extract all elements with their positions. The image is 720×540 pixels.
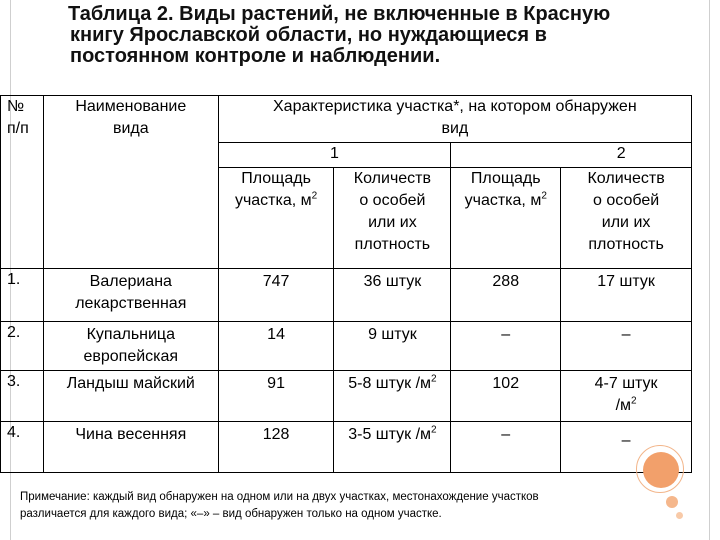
header-name [43, 96, 218, 269]
row-count-2: 17 штук [561, 269, 692, 322]
row-area-1: 747 [218, 269, 334, 322]
header-area-2-line1: Площадь [470, 170, 541, 187]
table-footnote [20, 489, 670, 523]
table-row [1, 371, 692, 422]
row-name-line1: Валериана [89, 273, 172, 290]
header-char-line2: вид [441, 120, 469, 137]
row-num: 2. [1, 322, 44, 371]
row-area-2: – [451, 322, 561, 371]
row-count-2: – [561, 322, 692, 371]
header-count-2-line3: или их [601, 214, 651, 231]
row-count-2-line1: 4-7 штук [594, 375, 658, 392]
header-name-line2: вида [112, 120, 149, 137]
header-characteristic [218, 96, 691, 143]
header-row-1 [1, 96, 692, 143]
header-count-2-line1: Количеств [587, 170, 665, 187]
header-count-2-line2: о особей [593, 192, 660, 209]
table-title [68, 4, 708, 67]
row-area-1: 14 [218, 322, 334, 371]
header-count-1-line3: или их [368, 214, 417, 231]
header-num [1, 96, 44, 269]
row-num: 3. [1, 371, 44, 422]
row-count-1-sup: 2 [431, 373, 437, 385]
row-name [43, 269, 218, 322]
row-num: 1. [1, 269, 44, 322]
title-line-3: постоянном контроле и наблюдении. [70, 45, 441, 67]
title-label: Таблица 2. [68, 3, 174, 25]
header-area-1 [218, 168, 334, 269]
row-area-1: 128 [218, 422, 334, 473]
row-area-2: 288 [451, 269, 561, 322]
decorative-dot-small [676, 512, 683, 519]
header-count-1-line4: плотность [354, 236, 431, 253]
title-line-2: книгу Ярославской области, но нуждающиеся в [70, 24, 547, 46]
decorative-circle [643, 452, 679, 488]
header-name-line1: Наименование [75, 98, 187, 115]
row-name: Ландыш майский [43, 371, 218, 422]
row-name-line2: лекарственная [75, 295, 187, 312]
header-area-1-sup: 2 [311, 190, 318, 202]
row-count-1-text: 3-5 штук /м [348, 426, 432, 443]
header-count-1-line1: Количеств [353, 170, 431, 187]
header-area-1-line2: участка, м [234, 192, 312, 209]
header-count-2-line4: плотность [588, 236, 664, 253]
header-site-1: 1 [218, 143, 451, 168]
header-area-1-line1: Площадь [241, 170, 311, 187]
row-name [43, 322, 218, 371]
header-num-line1: № [7, 98, 25, 115]
row-area-1: 91 [218, 371, 334, 422]
row-num: 4. [1, 422, 44, 473]
header-area-2-line2: участка, м [464, 192, 542, 209]
header-char-line1: Характеристика участка*, на котором обнаружен [273, 98, 637, 115]
row-count-1 [334, 422, 451, 473]
footnote-line-2: различается для каждого вида; «–» – вид обнаружен только на одном участке. [20, 508, 442, 520]
table-row [1, 322, 692, 371]
table-row [1, 269, 692, 322]
row-count-1-text: 5-8 штук /м [348, 375, 432, 392]
header-count-2 [561, 168, 692, 269]
header-area-2 [451, 168, 561, 269]
header-count-1 [334, 168, 451, 269]
header-site-2: 2 [451, 143, 692, 168]
title-line-1: Виды растений, не включенные в Красную [179, 3, 611, 25]
header-num-line2: п/п [7, 120, 29, 137]
row-count-1: 36 штук [334, 269, 451, 322]
header-count-1-line2: о особей [359, 192, 426, 209]
row-count-2: – [561, 422, 692, 473]
table-row [1, 422, 692, 473]
row-area-2: 102 [451, 371, 561, 422]
row-count-1: 9 штук [334, 322, 451, 371]
row-count-2-sup: 2 [631, 395, 637, 407]
row-count-2-line2: /м [615, 397, 632, 414]
row-area-2: – [451, 422, 561, 473]
row-count-1-sup: 2 [431, 424, 437, 436]
row-count-1 [334, 371, 451, 422]
footnote-line-1: Примечание: каждый вид обнаружен на одном или на двух участках, местонахождение участков [20, 491, 539, 503]
header-area-2-sup: 2 [541, 190, 547, 202]
plants-table [0, 95, 692, 473]
row-name: Чина весенняя [43, 422, 218, 473]
row-name-line1: Купальница [86, 326, 175, 343]
row-name-line2: европейская [83, 348, 179, 365]
row-count-2 [561, 371, 692, 422]
slide-frame-right [709, 0, 710, 540]
